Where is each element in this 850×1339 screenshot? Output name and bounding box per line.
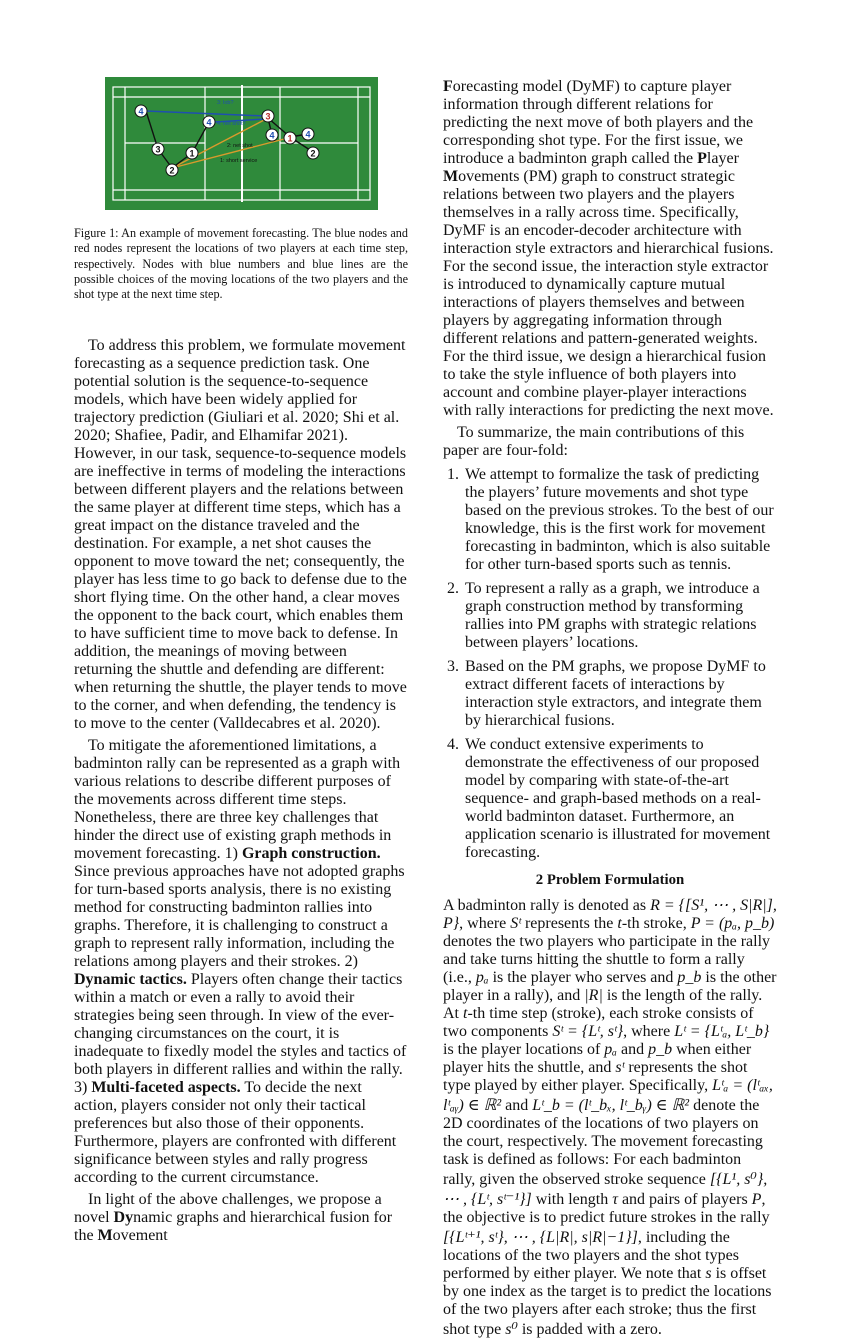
- node-blue-4-right: [302, 128, 314, 140]
- left-paragraph-3: In light of the above challenges, we propose a novel Dynamic graphs and hierarchical fusion for the Movement: [74, 1191, 393, 1244]
- node-white-3: [152, 143, 164, 155]
- svg-text:3: 3: [265, 111, 271, 122]
- node-white-1: [186, 147, 198, 159]
- svg-text:3: 3: [155, 144, 161, 155]
- right-column: [443, 78, 777, 1339]
- node-white-2-left: [166, 164, 178, 176]
- list-item: 3. Based on the PM graphs, we propose DyMF to extract different facets of interactions by interaction style extractors, and integrate them by hierarchical fusions.: [463, 658, 777, 730]
- right-paragraph-2: To summarize, the main contributions of this paper are four-fold:: [443, 424, 745, 459]
- svg-text:4: 4: [305, 129, 311, 140]
- left-column: [74, 337, 408, 1245]
- list-item: 1. We attempt to formalize the task of predicting the players’ future movements and shot type based on the previous strokes. To the best of our knowledge, this is the first work for movement forecasting in badminton, which is also suitable for other turn-based sports such as tennis.: [463, 466, 777, 574]
- svg-text:2: 2: [310, 148, 316, 159]
- node-blue-4-mid: [203, 116, 215, 128]
- section-title: 2 Problem Formulation: [535, 872, 685, 888]
- right-paragraph-1: Forecasting model (DyMF) to capture player information through different relations for predicting the next move of both players and the corresponding shot type. For the first issue, we introduce a badminton graph called the Player Movements (PM) graph to construct strategic relations between two players and the players themselves in a rally across time. Specifically, DyMF is an encoder-decoder architecture with interaction style extractors and hierarchical fusions. For the second issue, the interaction style extractor is introduced to dynamically capture mutual interactions of players themselves and between players by aggregating information through different relations and pattern-generated weights. For the third issue, we design a hierarchical fusion to take the style influence of both players into account and combine player-player interactions with rally interactions for predicting the next move.: [443, 78, 774, 419]
- left-paragraph-1: To address this problem, we formulate movement forecasting as a sequence prediction task. One potential solution is the sequence-to-sequence models, which have been widely applied for trajectory prediction (Giuliari et al. 2020; Shi et al. 2020; Shafiee, Padir, and Elhamifar 2021). However, in our task, sequence-to-sequence models are ineffective in terms of modeling the interactions between different players and the relations between the same player at different time steps, which has a great impact on the distance traveled and the destination. For example, a net shot causes the opponent to move toward the net; consequently, the player has less time to go back to defense due to the short flying time. On the other hand, a clear moves the opponent to the back court, which enables them to have sufficient time to move back to defense. In addition, the meanings of moving between returning the shuttle and defending are different: when returning the shuttle, the player tends to move to the corner, and when defending, the tendency is to move to the center (Valldecabres et al. 2020).: [74, 337, 407, 732]
- svg-text:1: 1: [189, 148, 195, 159]
- svg-text:2: 2: [169, 165, 175, 176]
- label-net-shot: 2: net shot: [227, 143, 253, 149]
- list-item: 2. To represent a rally as a graph, we introduce a graph construction method by transforming rallies into PM graphs with strategic relations between players’ locations.: [463, 580, 777, 652]
- list-item: 4. We conduct extensive experiments to demonstrate the effectiveness of our proposed model by comparing with state-of-the-art sequence- and graph-based methods on a real-world badminton dataset. Furthermore, an application scenario is illustrated for movement forecasting.: [463, 736, 777, 862]
- figure-court: [105, 77, 378, 210]
- node-white-2-right: [307, 147, 319, 159]
- node-blue-4-left: [135, 105, 147, 117]
- badminton-court-diagram: [105, 77, 378, 210]
- node-red-1: [284, 132, 296, 144]
- contributions-list: [443, 466, 777, 862]
- node-red-3: [262, 110, 274, 122]
- svg-text:4: 4: [269, 130, 275, 141]
- figure-caption: Figure 1: An example of movement forecasting. The blue nodes and red nodes represent the locations of two players at each time step, respectively. Nodes with blue numbers and blue lines are the possible choices of the moving locations of the two players and the shot type at the next time step.: [74, 226, 408, 302]
- label-short-service: 1: short service: [220, 158, 258, 164]
- node-blue-4-center: [266, 129, 278, 141]
- left-paragraph-2: To mitigate the aforementioned limitations, a badminton rally can be represented as a graph with various relations to describe different purposes of the movements across different time steps. Nonetheless, there are three key challenges that hinder the direct use of existing graph methods in movement forecasting. 1) Graph construction. Since previous approaches have not adopted graphs for turn-based sports analysis, there is no existing method for constructing badminton rallies into graphs. Therefore, it is challenging to construct a graph to represent rally information, including the relations among players and their strokes. 2) Dynamic tactics. Players often change their tactics within a match or even a rally to avoid their strategies being seen through. In view of the ever-changing circumstances on the court, it is inadequate to fixedly model the styles and tactics of both players in different rallies and within the rally. 3) Multi-faceted aspects. To decide the next action, players consider not only their tactical preferences but also those of their opponents. Furthermore, players are confronted with different significance between styles and rally progress according to the current circumstance.: [74, 737, 407, 1186]
- label-lob: 3: lob?: [217, 100, 234, 106]
- svg-text:4: 4: [206, 117, 212, 128]
- svg-text:4: 4: [138, 106, 144, 117]
- svg-text:1: 1: [287, 133, 293, 144]
- problem-formulation-paragraph: A badminton rally is denoted as R = {[S¹, ⋯ , S|R|], P}, where Sᵗ represents the t-th stroke, P = (pₐ, p_b) denotes the two players who participate in the rally and take turns hitting the shuttle to form a rally (i.e., pₐ is the player who serves and p_b is the other player in a rally), and |R| is the length of the rally. At t-th time step (stroke), each stroke consists of two components Sᵗ = {Lᵗ, sᵗ}, where Lᵗ = {Lᵗₐ, Lᵗ_b} is the player locations of pₐ and p_b when either player hits the shuttle, and sᵗ represents the shot type played by either player. Specifically, Lᵗₐ = (lᵗₐₓ, lᵗₐᵧ) ∈ ℝ² and Lᵗ_b = (lᵗ_bₓ, lᵗ_bᵧ) ∈ ℝ² denote the 2D coordinates of the locations of two players on the court, respectively. The movement forecasting task is defined as follows: For each badminton rally, given the observed stroke sequence [{L¹, s⁰}, ⋯ , {Lᵗ, sᵗ⁻¹}] with length τ and pairs of players P, the objective is to predict future strokes in the rally [{Lᵗ⁺¹, sᵗ}, ⋯ , {L|R|, s|R|−1}], including the locations of the two players and the shot types performed by either player. We note that s is offset by one index as the target is to predict the locations of the two players after each stroke; thus the first shot type s⁰ is padded with a zero.: [443, 897, 777, 1338]
- label-net-shot-question: 4: net shot?: [217, 121, 246, 127]
